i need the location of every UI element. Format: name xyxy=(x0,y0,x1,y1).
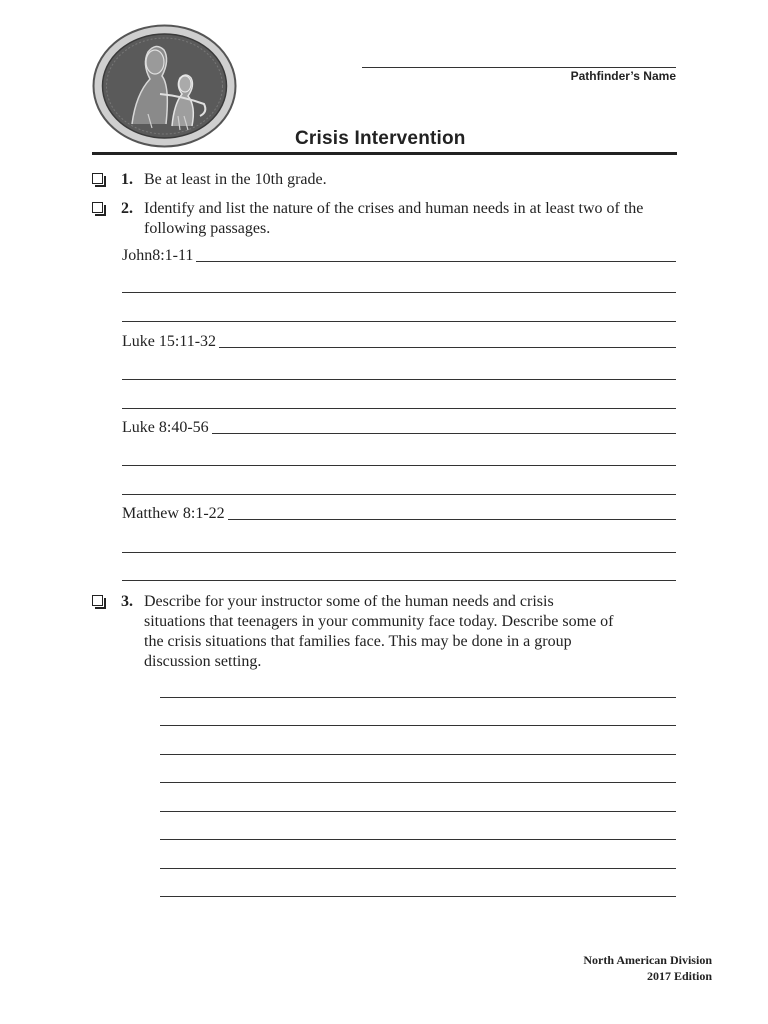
answer-line[interactable] xyxy=(122,552,676,553)
honor-badge-emblem xyxy=(92,24,237,148)
answer-line[interactable] xyxy=(228,518,676,520)
answer-line[interactable] xyxy=(122,321,676,322)
answer-line[interactable] xyxy=(122,408,676,409)
answer-line[interactable] xyxy=(160,782,676,783)
pathfinder-name-label: Pathfinder’s Name xyxy=(570,69,676,83)
answer-line[interactable] xyxy=(122,379,676,380)
answer-line[interactable] xyxy=(122,292,676,293)
requirement-text: Describe for your instructor some of the human needs and crisis situations that teenagers in your community face today. Describe some of the crisis situations that families face. This may be done in a group discussion setting. xyxy=(144,593,614,670)
answer-line[interactable] xyxy=(160,868,676,869)
requirement-number: 1. xyxy=(121,171,133,188)
footer xyxy=(583,952,712,984)
answer-line[interactable] xyxy=(160,697,676,698)
checkbox-icon[interactable] xyxy=(92,202,103,213)
answer-line[interactable] xyxy=(122,494,676,495)
footer-division: North American Division xyxy=(583,953,712,967)
answer-line[interactable] xyxy=(219,346,676,348)
passage-label: Matthew 8:1-22 xyxy=(122,505,225,522)
pathfinder-name-line[interactable] xyxy=(362,67,676,68)
answer-line[interactable] xyxy=(160,754,676,755)
answer-line[interactable] xyxy=(122,465,676,466)
passage-label: Luke 15:11-32 xyxy=(122,333,217,350)
requirement-text: Be at least in the 10th grade. xyxy=(144,171,327,188)
answer-line[interactable] xyxy=(196,260,676,262)
requirement-number: 3. xyxy=(121,593,133,610)
answer-line[interactable] xyxy=(122,580,676,581)
checkbox-icon[interactable] xyxy=(92,595,103,606)
answer-line[interactable] xyxy=(160,725,676,726)
answer-line[interactable] xyxy=(160,896,676,897)
page-title: Crisis Intervention xyxy=(295,128,466,149)
requirement-text: Identify and list the nature of the crises and human needs in at least two of the following passages. xyxy=(144,200,644,237)
passage-answer-line[interactable] xyxy=(122,330,676,352)
footer-edition: 2017 Edition xyxy=(646,969,712,983)
passage-answer-line[interactable] xyxy=(122,416,676,438)
title-rule xyxy=(92,152,677,155)
answer-line[interactable] xyxy=(160,839,676,840)
answer-line[interactable] xyxy=(160,811,676,812)
passage-answer-line[interactable] xyxy=(122,502,676,524)
requirement-number: 2. xyxy=(121,200,133,217)
checkbox-icon[interactable] xyxy=(92,173,103,184)
passage-label: John8:1-11 xyxy=(122,247,194,264)
passage-answer-line[interactable] xyxy=(122,244,676,266)
passage-label: Luke 8:40-56 xyxy=(122,419,209,436)
answer-line[interactable] xyxy=(212,432,676,434)
